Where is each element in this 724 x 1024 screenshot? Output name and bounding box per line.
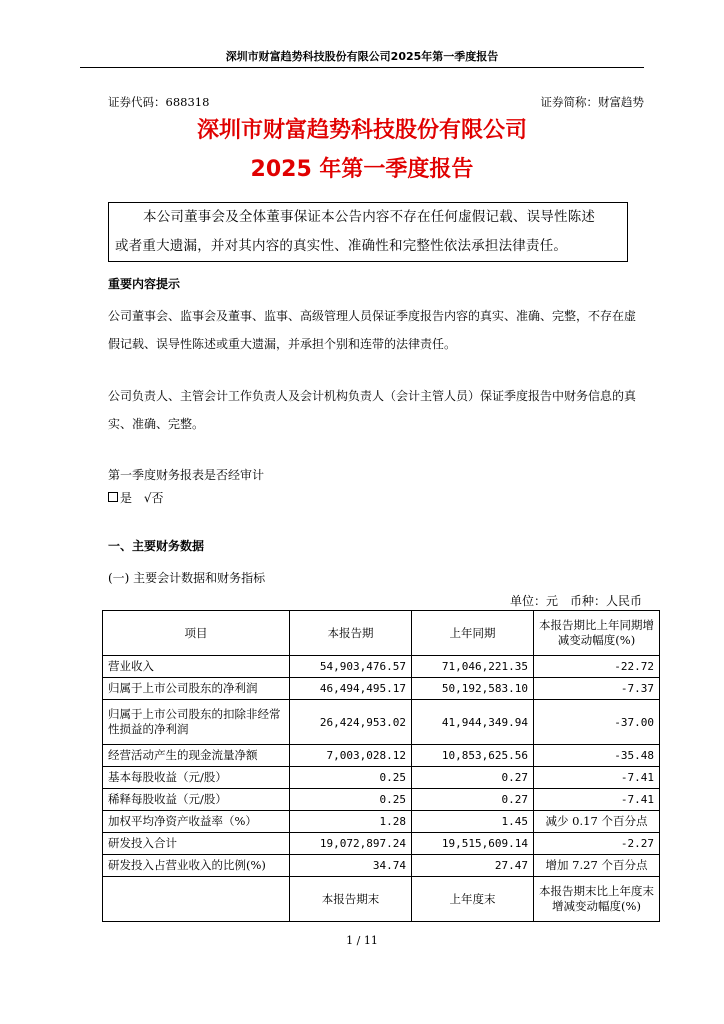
row-change: -37.00 (534, 700, 660, 745)
row-current: 1.28 (290, 811, 412, 833)
row-item: 研发投入占营业收入的比例(%) (103, 855, 290, 877)
row-prior: 0.27 (412, 767, 534, 789)
subheader-current-end: 本报告期末 (290, 877, 412, 922)
header-current: 本报告期 (290, 611, 412, 656)
subsection-heading: (一) 主要会计数据和财务指标 (108, 571, 266, 585)
header-rule (80, 67, 644, 68)
subheader-change-end: 本报告期末比上年度末增减变动幅度(%) (534, 877, 660, 922)
audit-yes: 是 (120, 491, 133, 505)
row-current: 7,003,028.12 (290, 745, 412, 767)
company-title: 深圳市财富趋势科技股份有限公司 (196, 118, 527, 143)
header-item: 项目 (103, 611, 290, 656)
statement-line-1: 本公司董事会及全体董事保证本公告内容不存在任何虚假记载、误导性陈述 (143, 209, 596, 225)
audit-question: 第一季度财务报表是否经审计 (108, 468, 265, 482)
table-row (103, 833, 660, 855)
security-short-name: 证券简称：财富趋势 (540, 95, 644, 109)
row-change: 增加 7.27 个百分点 (534, 855, 660, 877)
header-change: 本报告期比上年同期增减变动幅度(%) (534, 611, 660, 656)
table-row (103, 811, 660, 833)
row-item: 归属于上市公司股东的净利润 (103, 678, 290, 700)
row-change: 减少 0.17 个百分点 (534, 811, 660, 833)
security-code: 证券代码：688318 (108, 95, 210, 109)
row-item: 研发投入合计 (103, 833, 290, 855)
table-row (103, 789, 660, 811)
important-heading: 重要内容提示 (108, 277, 181, 291)
row-item: 经营活动产生的现金流量净额 (103, 745, 290, 767)
row-prior: 41,944,349.94 (412, 700, 534, 745)
row-item: 加权平均净资产收益率（%） (103, 811, 290, 833)
table-row (103, 656, 660, 678)
row-item: 归属于上市公司股东的扣除非经常性损益的净利润 (103, 700, 290, 745)
row-current: 54,903,476.57 (290, 656, 412, 678)
row-item: 营业收入 (103, 656, 290, 678)
row-prior: 27.47 (412, 855, 534, 877)
header-prior: 上年同期 (412, 611, 534, 656)
subheader-empty (103, 877, 290, 922)
row-prior: 0.27 (412, 789, 534, 811)
row-current: 19,072,897.24 (290, 833, 412, 855)
row-change: -7.41 (534, 789, 660, 811)
security-info-row (108, 95, 644, 109)
row-current: 0.25 (290, 767, 412, 789)
table-header-row (103, 611, 660, 656)
table-row (103, 678, 660, 700)
row-prior: 50,192,583.10 (412, 678, 534, 700)
table-row (103, 855, 660, 877)
row-change: -35.48 (534, 745, 660, 767)
row-change: -7.41 (534, 767, 660, 789)
row-current: 34.74 (290, 855, 412, 877)
important-paragraph-1: 公司董事会、监事会及董事、监事、高级管理人员保证季度报告内容的真实、准确、完整，不存在虚假记载、误导性陈述或重大遗漏，并承担个别和连带的法律责任。 (108, 309, 637, 351)
checkbox-icon (108, 492, 118, 502)
table-subheader-row (103, 877, 660, 922)
page-number: 1 / 11 (346, 934, 378, 947)
important-paragraph-2: 公司负责人、主管会计工作负责人及会计机构负责人（会计主管人员）保证季度报告中财务信息的真实、准确、完整。 (108, 389, 637, 431)
row-item: 稀释每股收益（元/股） (103, 789, 290, 811)
table-row (103, 700, 660, 745)
unit-currency-line: 单位：元 币种：人民币 (509, 594, 642, 608)
section-heading: 一、主要财务数据 (108, 539, 205, 553)
row-current: 26,424,953.02 (290, 700, 412, 745)
subheader-prior-end: 上年度末 (412, 877, 534, 922)
row-prior: 1.45 (412, 811, 534, 833)
row-current: 0.25 (290, 789, 412, 811)
financial-data-table (102, 610, 660, 922)
row-prior: 19,515,609.14 (412, 833, 534, 855)
running-header: 深圳市财富趋势科技股份有限公司2025年第一季度报告 (225, 50, 499, 63)
report-title: 2025 年第一季度报告 (250, 157, 474, 182)
row-prior: 10,853,625.56 (412, 745, 534, 767)
audit-options (108, 490, 164, 506)
table-row (103, 745, 660, 767)
row-prior: 71,046,221.35 (412, 656, 534, 678)
row-current: 46,494,495.17 (290, 678, 412, 700)
board-statement-box (108, 202, 628, 262)
statement-line-2: 或者重大遗漏，并对其内容的真实性、准确性和完整性依法承担法律责任。 (115, 238, 568, 254)
table-row (103, 767, 660, 789)
row-change: -2.27 (534, 833, 660, 855)
audit-no: √否 (143, 491, 164, 505)
row-change: -7.37 (534, 678, 660, 700)
row-change: -22.72 (534, 656, 660, 678)
row-item: 基本每股收益（元/股） (103, 767, 290, 789)
